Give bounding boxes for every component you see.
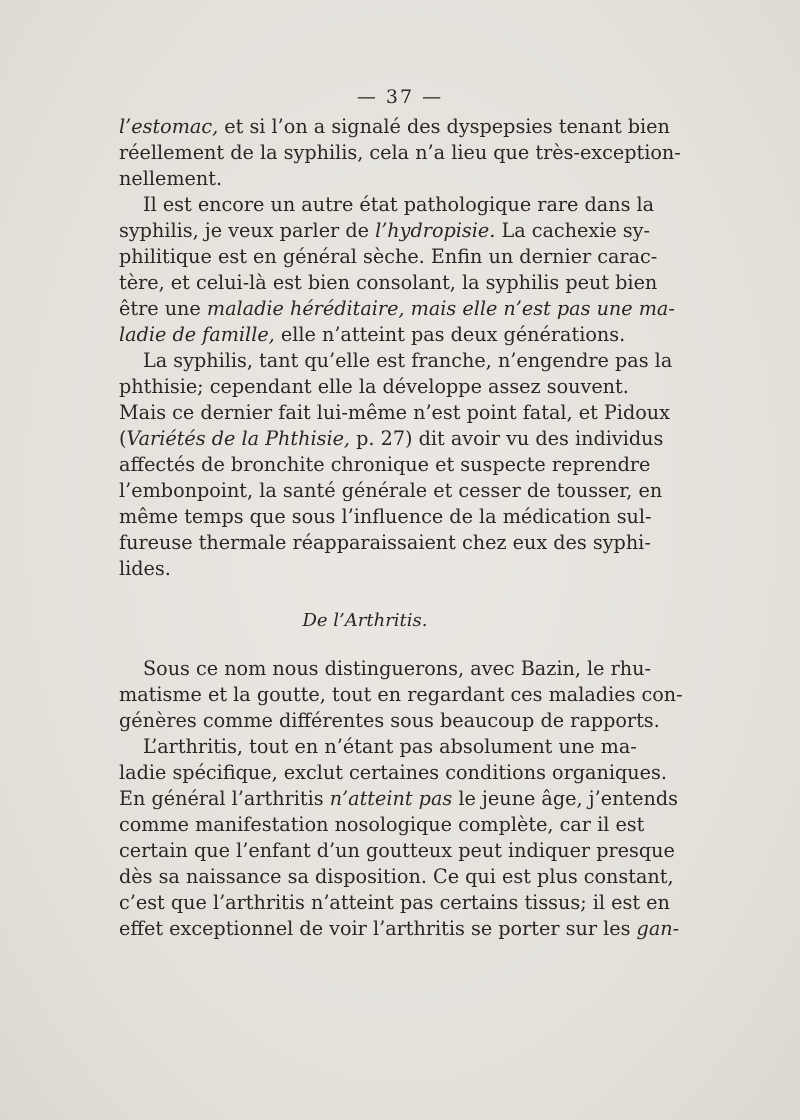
text-line: En général l’arthritis n’atteint pas le jeune âge, j’entends: [119, 787, 678, 810]
italic-span: Variétés de la Phthisie,: [126, 427, 351, 450]
text-line: Mais ce dernier fait lui-même n’est point fatal, et Pidoux: [119, 401, 670, 424]
text-line: (Variétés de la Phthisie, p. 27) dit avoir vu des individus: [119, 427, 664, 450]
italic-span: n’atteint pas: [329, 787, 453, 810]
text-line: phthisie; cependant elle la développe assez souvent.: [119, 375, 629, 398]
italic-span: gan-: [636, 917, 680, 940]
text-line: ladie spécifique, exclut certaines conditions organiques.: [119, 761, 667, 784]
text-line: même temps que sous l’influence de la médication sul-: [119, 505, 652, 528]
italic-span: ladie de famille,: [119, 323, 275, 346]
italic-span: l’hydropisie.: [375, 219, 496, 242]
text-line: génères comme différentes sous beaucoup de rapports.: [119, 709, 660, 732]
text-line: certain que l’enfant d’un goutteux peut indiquer presque: [119, 839, 675, 862]
text-line: l’estomac, et si l’on a signalé des dyspepsies tenant bien: [119, 115, 670, 138]
text-line: réellement de la syphilis, cela n’a lieu que très-exception-: [119, 141, 681, 164]
paragraph-5: [119, 734, 680, 942]
text-line: l’embonpoint, la santé générale et cesser de tousser, en: [119, 479, 663, 502]
section-heading: De l’Arthritis.: [302, 610, 428, 631]
text-line: fureuse thermale réapparaissaient chez eux des syphi-: [119, 531, 651, 554]
paragraph-2: [119, 192, 675, 348]
page-body: [119, 114, 683, 942]
text-line: tère, et celui-là est bien consolant, la syphilis peut bien: [119, 271, 658, 294]
text-line: lides.: [119, 557, 171, 580]
paragraph-4: [119, 656, 683, 734]
italic-span: maladie héréditaire, mais elle n’est pas une ma-: [206, 297, 675, 320]
text-line: dès sa naissance sa disposition. Ce qui est plus constant,: [119, 865, 674, 888]
text-line: Sous ce nom nous distinguerons, avec Bazin, le rhu-: [143, 657, 651, 680]
paragraph-3: [119, 348, 673, 582]
paragraph-1: [119, 114, 681, 192]
text-line: c’est que l’arthritis n’atteint pas certains tissus; il est en: [119, 891, 670, 914]
text-line: Il est encore un autre état pathologique rare dans la: [143, 193, 655, 216]
text-line: philitique est en général sèche. Enfin un dernier carac-: [119, 245, 658, 268]
text-line: effet exceptionnel de voir l’arthritis se porter sur les gan-: [119, 917, 680, 940]
text-line: comme manifestation nosologique complète, car il est: [119, 813, 645, 836]
text-line: matisme et la goutte, tout en regardant ces maladies con-: [119, 683, 683, 706]
page-number: — 37 —: [356, 86, 444, 108]
text-line: ladie de famille, elle n’atteint pas deux générations.: [119, 323, 626, 346]
text-line: L’arthritis, tout en n’étant pas absolument une ma-: [143, 735, 637, 758]
text-line: La syphilis, tant qu’elle est franche, n’engendre pas la: [143, 349, 673, 372]
text-line: affectés de bronchite chronique et suspecte reprendre: [119, 453, 651, 476]
italic-span: l’estomac,: [119, 115, 219, 138]
text-line: être une maladie héréditaire, mais elle n’est pas une ma-: [119, 297, 675, 320]
text-line: syphilis, je veux parler de l’hydropisie. La cachexie sy-: [119, 219, 650, 242]
text-line: nellement.: [119, 167, 223, 190]
